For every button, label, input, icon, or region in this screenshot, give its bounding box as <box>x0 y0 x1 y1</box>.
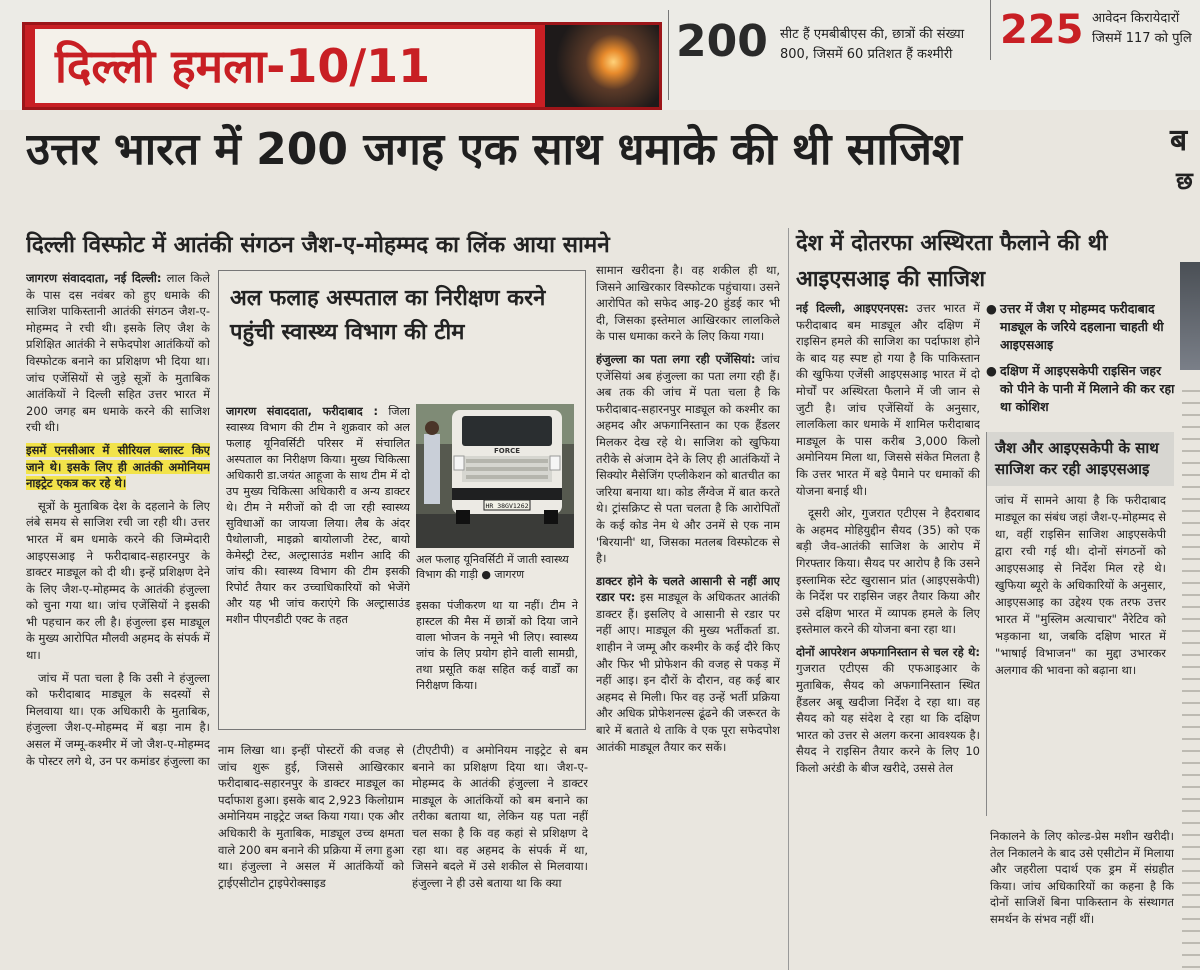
bullet-2-text: दक्षिण में आइएसकेपी राइसिन जहर को पीने के पानी में मिलाने की कर रहा था कोशिश <box>1000 363 1175 414</box>
right-sub: दोनों आपरेशन अफगानिस्तान से चल रहे थे: <box>796 644 980 659</box>
truck-photo-illustration <box>416 404 574 548</box>
banner-title-box <box>22 22 662 110</box>
left-column-3 <box>412 742 588 970</box>
right-bullets <box>986 300 1176 416</box>
left-column-2 <box>218 742 404 970</box>
right-bottom-text: निकालने के लिए कोल्ड-प्रेस मशीन खरीदी। तेल निकालने के बाद उसे एसीटोन में मिलाया और जहरीला पदार्थ एक ड्रम में संग्रहीत किया। जांच अधिकारियों का कहना है कि दोनों साजिशें बिना पाकिस्तान के संस्थागत समर्थन के संभव नहीं थीं। <box>990 829 1174 926</box>
credit-icon: ● <box>481 568 491 581</box>
left-col4-p2: इस माड्यूल के अधिकतर आतंकी डाक्टर हैं। इसलिए वे आसानी से रडार पर नहीं आए। माड्यूल की मुख्य भर्तीकर्ता डा. शाहीन ने जम्मू और कश्मीर के कई दौरे किए और फिर भी प्रोफेशन की वजह से पकड़ में नहीं आइ। इन दौरों के दौरान, वह कई बार अहमद से मिली। फिर वह उन्हें भर्ती प्रक्रिया और अधिक प्रोफेशनल्स ढूंढने की जरूरत के बारे में बताते थे ताकि वे एक पूरा सफेदपोश आतंकी माड्यूल तैयार कर सकें। <box>596 590 780 754</box>
right-p1: उत्तर भारत में फरीदाबाद बम माड्यूल और दक्षिण में राइसिन हमले की साजिश का पर्दाफाश होने के बाद यह स्पष्ट हो गया है कि पाकिस्तान की खुफिया एजेंसी आइएसआइ भारत में दो मोर्चों पर अस्थिरता फैलाने में जी जान से जुटी है। जांच एजेंसियों के अनुसार, लालकिला कार धमाके में शामिल फरीदाबाद माड्यूल के पास करीब 3,000 किलो अमोनियम मिला था, जिससे संकेत मिलता है कि उत्तर भारत में बड़े पैमाने पर धमाकों की योजना बनाई थी। <box>796 301 980 498</box>
story-divider <box>788 228 789 970</box>
headline-fragment-1: ब <box>1170 123 1188 158</box>
left-highlight: इसमें एनसीआर में सीरियल ब्लास्ट किए जाने थे। इसके लिए ही आतंकी अमोनियम नाइट्रेट एकत्र कर रहे थे। <box>26 442 210 491</box>
left-col4-p1: जांच एजेंसियां अब हंजुल्ला का पता लगा रही हैं। अब तक की जांच में पता चला है कि फरीदाबाद-सहारनपुर माड्यूल को कश्मीर का अहमद और अफगानिस्तान का एक हैंडलर मिलकर देख रहे थे। साजिश को खुफिया तरीके से अंजाम देने के लिए ही आतंकियों ने सिक्योर मैसेजिंग एप्लीकेशन को बातचीत का जरिया बनाया था। कोड लैंग्वेज में बात करते थे। ट्रांसक्रिप्ट से पता चलता है कि आरोपितों के कई कोड नेम थे और उनमें से एक नाम 'बिरयानी' था, जिसका मतलब विस्फोटक से है। <box>596 351 780 566</box>
left-col1-p2: सूत्रों के मुताबिक देश के दहलाने के लिए लंबे समय से साजिश रची जा रही थी। उत्तर भारत में बम धमाके करने की जिम्मेदारी आइएसआइ ने फरीदाबाद-सहारनपुर के डाक्टर माड्यूल को दी थी। इन्हें प्रशिक्षण देने के लिए जैश-ए-मोहम्मद के आतंकी हंजुल्ला को चुना गया था। जांच एजेंसियों ने इसकी भी पहचान कर ली है। हंजुल्ला इस माड्यूल के मुख्य आरोपित मौलवी अहमद के संपर्क में था। <box>26 498 210 663</box>
left-dateline: जागरण संवाददाता, नई दिल्ली: <box>26 271 162 285</box>
inset-text-right <box>416 598 578 726</box>
left-column-4 <box>596 262 780 970</box>
headline-fragment-2: छ <box>1176 167 1193 195</box>
inset-body-left: जिला स्वास्थ्य विभाग की टीम ने शुक्रवार को अल फलाह यूनिवर्सिटी परिसर में संचालित अस्पताल का निरीक्षण किया। मुख्य चिकित्सा अधिकारी डा.जयंत आहूजा के साथ टीम में दो उप मुख्य चिकित्सा अधिकारी व अन्य डाक्टर थे। टीम ने मरीजों को दी जा रही स्वास्थ्य सुविधाओं का जायजा लिया। लैब के अंदर पैथोलाजी, माइक्रो बायोलाजी टेस्ट, बायो केमेस्ट्री टेस्ट, अल्ट्रासाउंड मशीन आदि की जांच की। स्वास्थ्य विभाग की टीम इसकी रिपोर्ट तैयार कर उच्चाधिकारियों को भेजेंगे और यह भी जांच कराएंगे कि अल्ट्रासाउंड मशीन पीएनडीटी एक्ट के तहत <box>226 405 410 626</box>
inset-photo <box>416 404 574 548</box>
stat1-number: 200 <box>676 16 768 67</box>
main-headline: उत्तर भारत में 200 जगह एक साथ धमाके की थी साजिश <box>26 124 962 175</box>
side-box-text: जांच में सामने आया है कि फरीदाबाद माड्यूल का संबंध जहां जैश-ए-मोहम्मद से था, वहीं राइसिन साजिश आइएसकेपी द्वारा रची गई थी। दोनों संगठनों को आइएसआइ से निर्देश मिल रहे थे। खुफिया ब्यूरो के अधिकारियों के अनुसार, आइएसआइ का उद्देश्य एक तरफ उत्तर भारत में "मुस्लिम अत्याचार" नैरेटिव को भड़काना था, जबकि दक्षिण भारत में "भाषाई विभाजन" का मुद्दा उभारकर अलगाव की भावना को बढ़ाना था। <box>995 493 1166 677</box>
left-col1-p3: जांच में पता चला है कि उसी ने हंजुल्ला को फरीदाबाद माड्यूल के सदस्यों से मिलवाया था। एक अधिकारी के मुताबिक, हंजुल्ला जैश-ए-मोहम्मद में बड़ा नाम है। असल में जम्मू-कश्मीर में जो जैश-ए-मोहम्मद के पोस्टर लगे थे, उन पर कमांडर हंजुल्ला का <box>26 670 210 768</box>
inset-headline: अल फलाह अस्पताल का निरीक्षण करने पहुंची स्वास्थ्य विभाग की टीम <box>230 286 546 345</box>
banner-fire-photo <box>545 25 659 107</box>
banner-divider-1 <box>668 10 669 100</box>
bullet-2 <box>986 362 1176 416</box>
left-column-1 <box>26 270 210 970</box>
left-col4-top: सामान खरीदना है। वह शकील ही था, जिसने आखिरकार विस्फोटक पहुंचाया। उसने आरोपित को सफेद आइ-20 हुंडई कार भी दी, जिसका इस्तेमाल आखिरकार लालकिले के पास धमाका करने के लिए किया गया। <box>596 263 780 344</box>
right-dateline: नई दिल्ली, आइएएनएस: <box>796 301 909 315</box>
inset-plate: HR 38GV1262 <box>485 502 529 510</box>
bullet-dot-icon: ● <box>986 301 997 316</box>
stat1-line2: 800, जिसमें 60 प्रतिशत हैं कश्मीरी <box>780 47 953 62</box>
left-sub1: हंजुल्ला का पता लगा रही एजेंसियां: <box>596 351 756 366</box>
stat2-line2: जिसमें 117 को पुलि <box>1092 31 1192 46</box>
left-col2-bottom: नाम लिखा था। इन्हीं पोस्टरों की वजह से जांच शुरू हुई, जिससे आखिरकार फरीदाबाद-सहारनपुर के डाक्टर माड्यूल का पर्दाफाश हुआ। इसके बाद 2,923 किलोग्राम अमोनियम नाइट्रेट जब्त किया गया। एक और अधिकारी के मुताबिक, माड्यूल उच्च क्षमता वाले 200 बम बनाने की प्रक्रिया में लगा हुआ था। हंजुल्ला ने असल में आतंकियों को ट्राईएसीटोन ट्राइपेरोक्साइड <box>218 743 404 890</box>
inset-body-right: इसका पंजीकरण था या नहीं। टीम ने हास्टल की मैस में छात्रों को दिया जाने वाला भोजन के नमूने भी लिए। स्वास्थ्य जांच के लिए प्रयोग होने वाली सामग्री, तथा प्रसूति कक्ष सहित कई वार्डों का निरीक्षण किया। <box>416 599 578 692</box>
bullet-1 <box>986 300 1176 354</box>
left-sub2: डाक्टर होने के चलते आसानी से नहीं आए रडार पर: <box>596 573 780 605</box>
inset-credit: जागरण <box>494 568 525 581</box>
bullet-dot-icon: ● <box>986 363 997 378</box>
right-p3: गुजरात एटीएस की एफआइआर के मुताबिक, सैयद को अफगानिस्तान स्थित हैंडलर अबू खदीजा निर्देश दे रहा था। वह सैयद को यह संदेश दे रहा था कि दक्षिण भारत को उत्तर से अलग करना आवश्यक है। सैयद ने राइसिन तैयार करने के लिए 10 किलो अरंडी के बीज खरीदे, उससे तेल <box>796 661 980 776</box>
banner-divider-2 <box>990 0 991 60</box>
edge-photo <box>1180 262 1200 370</box>
left-subheadline: दिल्ली विस्फोट में आतंकी संगठन जैश-ए-मोहम्मद का लिंक आया सामने <box>26 232 610 258</box>
stat2-number: 225 <box>1000 7 1084 53</box>
inset-text-left <box>226 404 410 722</box>
banner-title: दिल्ली हमला-10/11 <box>35 29 535 103</box>
right-column-2-bottom <box>990 828 1174 970</box>
left-col3-bottom: (टीएटीपी) व अमोनियम नाइट्रेट से बम बनाने का प्रशिक्षण दिया था। जैश-ए-मोहम्मद के आतंकी हंजुल्ला ने डाक्टर माड्यूल के आतंकियों को बम बनाने का तरीका बताया था, लेकिन यह पता नहीं चल सका है कि वह कहां से प्रशिक्षण दे रहा था। वह अहमद के संपर्क में था, जिसने बदले में उसे शकील से मिलवाया। हंजुल्ला ने ही उसे बताया था कि क्या <box>412 743 588 890</box>
side-box-title: जैश और आइएसकेपी के साथ साजिश कर रही आइएसआइ <box>987 432 1174 486</box>
stat2-line1: आवेदन किरायेदारों <box>1092 11 1180 26</box>
right-headline: देश में दोतरफा अस्थिरता फैलाने की थी आइएसआइ की साजिश <box>796 231 1108 292</box>
right-p2: दूसरी ओर, गुजरात एटीएस ने हैदराबाद के अहमद मोहियुद्दीन सैयद (35) को एक बड़ी जैव-आतंकी साजिश के आरोप में गिरफ्तार किया। सैयद पर आरोप है कि उसने इस्लामिक स्टेट खुरासान प्रांत (आइएसकेपी) के निर्देश पर राइसिन जहर तैयार किया और उसे दक्षिण भारत में व्यापक हमले के लिए इस्तेमाल करने की योजना बना रहा था। <box>796 506 980 637</box>
inset-caption <box>416 552 578 582</box>
bullet-1-text: उत्तर में जैश ए मोहम्मद फरीदाबाद माड्यूल के जरिये दहलाना चाहती थी आइएसआइ <box>1000 301 1164 352</box>
inset-dateline: जागरण संवाददाता, फरीदाबाद : <box>226 405 378 418</box>
side-box <box>986 432 1174 816</box>
inset-vehicle-brand: FORCE <box>493 447 521 455</box>
right-column-1 <box>796 300 980 970</box>
stat1-line1: सीट हैं एमबीबीएस की, छात्रों की संख्या <box>780 27 965 42</box>
inset-caption-text: अल फलाह यूनिवर्सिटी में जाती स्वास्थ्य विभाग की गाड़ी <box>416 553 569 581</box>
left-col1-p1: लाल किले के पास दस नवंबर को हुए धमाके की साजिश पाकिस्तानी आतंकी संगठन जैश-ए-मोहम्मद ने रची थी। इसके लिए जैश के प्रशिक्षित आतंकी ने सफेदपोश आतंकियों को विस्फोटक बनाने का प्रशिक्षण भी दिया था। जांच एजेंसियों से जुड़े सूत्रों के मुताबिक आतंकियों ने दिल्ली सहित उत्तर भारत में 200 जगह बम धमाके करने की साजिश रची थी। <box>26 271 210 435</box>
edge-text-strip <box>1182 380 1200 970</box>
